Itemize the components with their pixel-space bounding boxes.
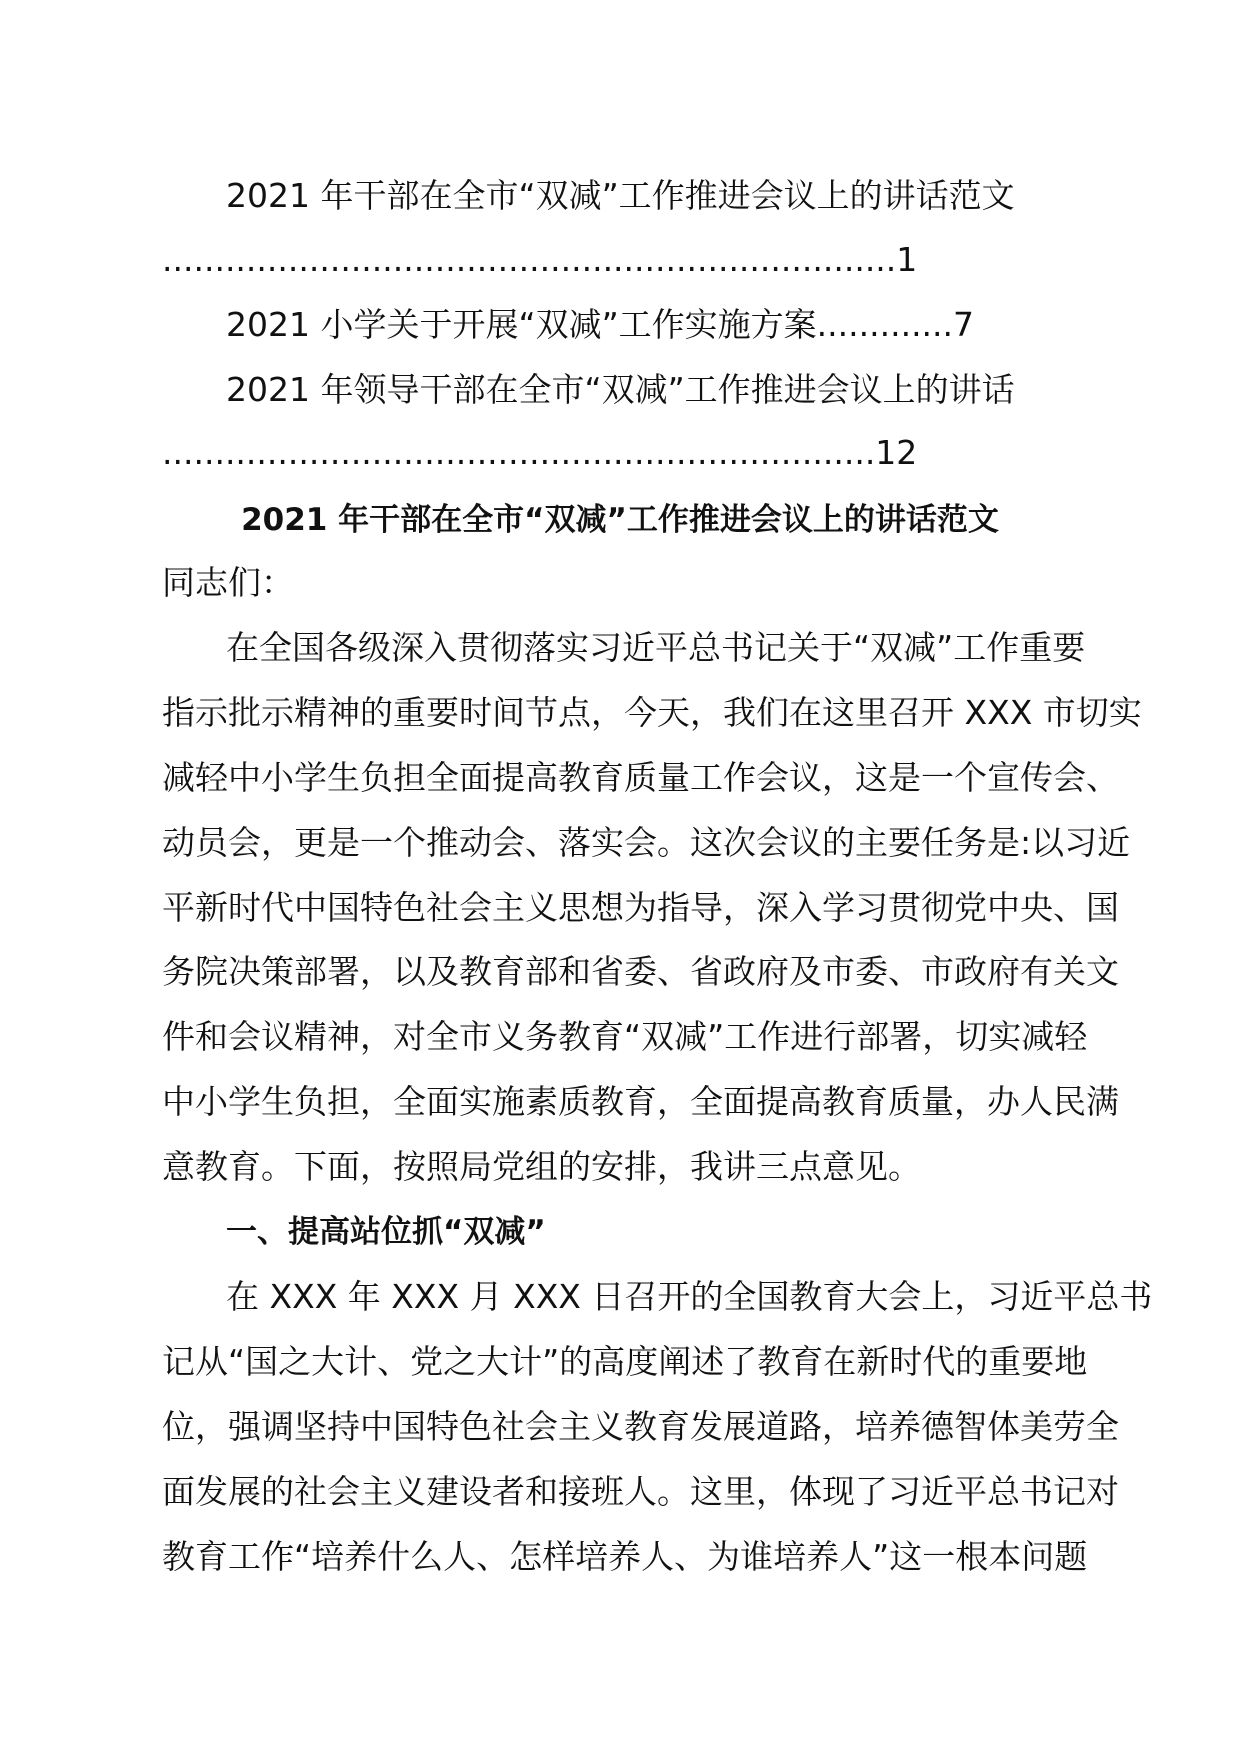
paragraph-line: 务院决策部署，以及教育部和省委、省政府及市委、市政府有关文: [162, 952, 1119, 991]
toc-entry-3-leader: ....................................................................12: [162, 433, 918, 472]
salutation: 同志们：: [162, 563, 294, 602]
paragraph-line: 中小学生负担，全面实施素质教育，全面提高教育质量，办人民满: [162, 1082, 1119, 1121]
paragraph-line: 指示批示精神的重要时间节点，今天，我们在这里召开 XXX 市切实: [162, 693, 1142, 732]
paragraph-line: 在 XXX 年 XXX 月 XXX 日召开的全国教育大会上，习近平总书: [226, 1277, 1153, 1316]
paragraph-line: 平新时代中国特色社会主义思想为指导，深入学习贯彻党中央、国: [162, 888, 1119, 927]
paragraph-line: 动员会，更是一个推动会、落实会。这次会议的主要任务是:以习近: [162, 823, 1131, 862]
paragraph-line: 在全国各级深入贯彻落实习近平总书记关于“双减”工作重要: [226, 628, 1086, 667]
paragraph-line: 面发展的社会主义建设者和接班人。这里，体现了习近平总书记对: [162, 1472, 1119, 1511]
section-heading: 一、提高站位抓“双减”: [226, 1214, 546, 1250]
toc-entry-1-leader: ......................................................................1: [162, 240, 918, 279]
paragraph-line: 意教育。下面，按照局党组的安排，我讲三点意见。: [162, 1147, 921, 1186]
toc-entry-2-title[interactable]: 2021 小学关于开展“双减”工作实施方案.............7: [226, 305, 975, 344]
article-heading: 2021 年干部在全市“双减”工作推进会议上的讲话范文: [241, 502, 999, 538]
paragraph-line: 教育工作“培养什么人、怎样培养人、为谁培养人”这一根本问题: [162, 1537, 1088, 1576]
paragraph-line: 减轻中小学生负担全面提高教育质量工作会议，这是一个宣传会、: [162, 758, 1119, 797]
toc-entry-3-title[interactable]: 2021 年领导干部在全市“双减”工作推进会议上的讲话: [226, 370, 1015, 409]
paragraph-line: 件和会议精神，对全市义务教育“双减”工作进行部署，切实减轻: [162, 1017, 1088, 1056]
paragraph-line: 记从“国之大计、党之大计”的高度阐述了教育在新时代的重要地: [162, 1342, 1088, 1381]
toc-entry-1-title[interactable]: 2021 年干部在全市“双减”工作推进会议上的讲话范文: [226, 176, 1015, 215]
paragraph-line: 位，强调坚持中国特色社会主义教育发展道路，培养德智体美劳全: [162, 1407, 1119, 1446]
